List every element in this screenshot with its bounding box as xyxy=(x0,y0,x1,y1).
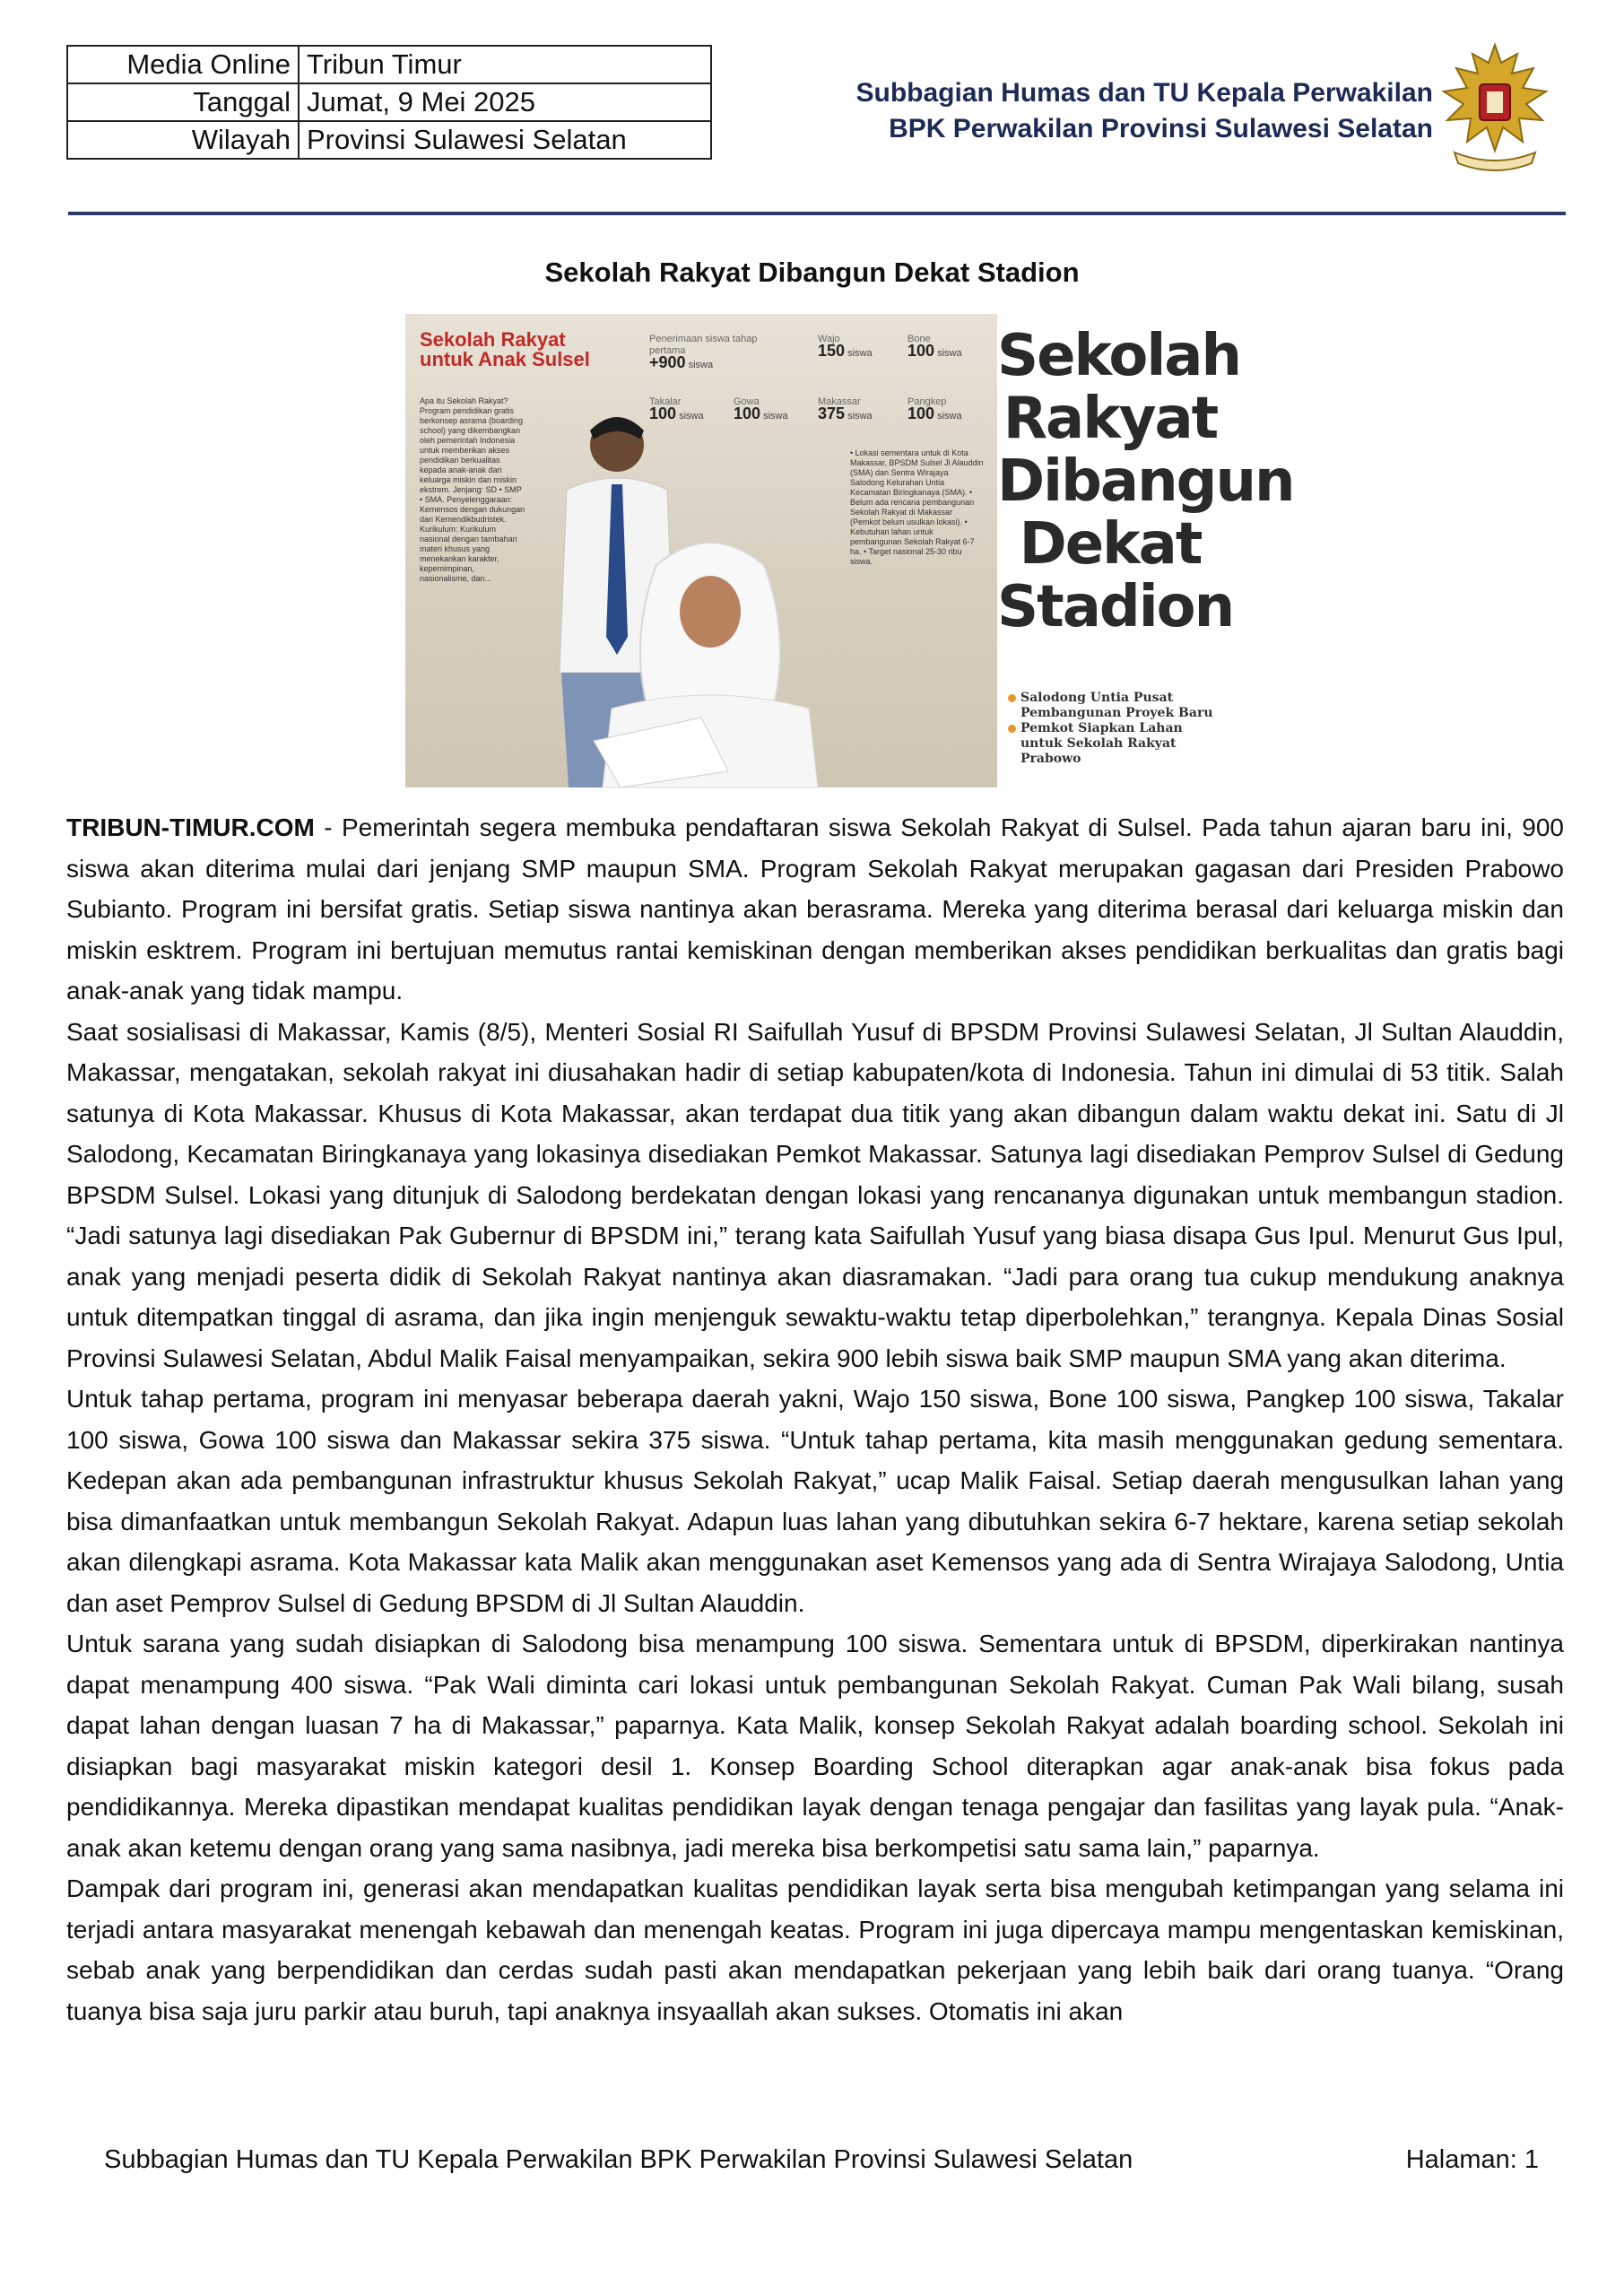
region-value: Provinsi Sulawesi Selatan xyxy=(299,121,711,159)
organization-line-1: Subbagian Humas dan TU Kepala Perwakilan xyxy=(855,78,1433,108)
footer-organization: Subbagian Humas dan TU Kepala Perwakilan BPK Perwakilan Provinsi Sulawesi Selatan xyxy=(104,2145,1133,2174)
stat-makassar-num: 375 xyxy=(818,404,846,422)
article-paragraph-5: Dampak dari program ini, generasi akan mendapatkan kualitas pendidikan layak serta bisa mengubah ketimpangan yang selama ini terjadi antara masyarakat menengah kebawah dan menengah keatas. Program ini juga dipercaya mampu mengentaskan kemiskinan, sebab anak yang berpendidikan dan cerdas sudah pasti akan mendapatkan pekerjaan yang lebih baik dari orang tuanya. “Orang tuanya bisa saja juru parkir atau buruh, tapi anaknya insyaallah akan sukses. Otomatis ini akan xyxy=(66,1874,1564,2025)
stat-pangkep-label: Pangkep xyxy=(908,396,947,407)
stat-gowa-label: Gowa xyxy=(734,396,760,407)
date-value: Jumat, 9 Mei 2025 xyxy=(299,83,711,121)
region-row xyxy=(67,121,711,159)
stat-wajo xyxy=(818,334,899,360)
stat-gowa-unit: siswa xyxy=(763,411,788,422)
organization-name xyxy=(771,75,1433,147)
infographic-photo xyxy=(405,314,997,787)
image-title-word-4: Dekat xyxy=(1019,511,1202,578)
article-body xyxy=(66,807,1564,2031)
media-label: Media Online xyxy=(67,46,299,83)
stat-pangkep-unit: siswa xyxy=(937,411,962,422)
organization-line-2: BPK Perwakilan Provinsi Sulawesi Selatan xyxy=(889,114,1433,144)
region-label: Wilayah xyxy=(67,121,299,159)
media-row xyxy=(67,46,711,83)
media-value: Tribun Timur xyxy=(299,46,711,83)
media-info-table xyxy=(66,45,712,160)
stat-bone xyxy=(908,334,988,360)
student-girl-illustration xyxy=(594,529,827,787)
date-row xyxy=(67,83,711,121)
stat-bone-unit: siswa xyxy=(937,348,962,359)
stat-wajo-num: 150 xyxy=(818,342,846,360)
stat-total-num: +900 xyxy=(649,353,686,371)
image-title-word-5: Stadion xyxy=(997,574,1234,640)
stat-wajo-label: Wajo xyxy=(818,334,840,344)
article-source: TRIBUN-TIMUR.COM xyxy=(66,813,315,841)
article-paragraph-4: Untuk sarana yang sudah disiapkan di Salodong bisa menampung 100 siswa. Sementara untuk di BPSDM, diperkirakan nantinya dapat menampung 400 siswa. “Pak Wali diminta cari lokasi untuk pembangunan Sekolah Rakyat. Cuman Pak Wali bilang, susah dapat lahan dengan luasan 7 ha di Makassar,” paparnya. Kata Malik, konsep Sekolah Rakyat adalah boarding school. Sekolah ini disiapkan bagi masyarakat miskin kategori desil 1. Konsep Boarding School diterapkan agar anak-anak bisa fokus pada pendidikannya. Mereka dipastikan mendapat kualitas pendidikan layak dengan tenaga pengajar dan fasilitas yang layak pula. “Anak-anak akan ketemu dengan orang yang sama nasibnya, jadi mereka bisa berkompetisi satu sama lain,” paparnya. xyxy=(66,1630,1564,1862)
image-title-word-1: Sekolah xyxy=(997,323,1240,389)
image-big-title xyxy=(997,323,1294,640)
infographic-notes: • Lokasi sementara untuk di Kota Makassar, BPSDM Sulsel Jl Alauddin (SMA) dan Sentra Wirajaya Salodong Kelurahan Untia Kecamatan Biringkanaya (SMA). • Belum ada rencana pembangunan Sekolah Rakyat di Makassar (Pemkot belum usulkan lokasi). • Kebutuhan lahan untuk pembangunan Sekolah Rakyat 6-7 ha. • Target nasional 25-30 ribu siswa. xyxy=(850,448,984,566)
date-label: Tanggal xyxy=(67,83,299,121)
stat-wajo-unit: siswa xyxy=(847,348,873,359)
image-title-word-3: Dibangun xyxy=(997,448,1294,515)
article-paragraph-1 xyxy=(66,807,1564,1012)
stat-makassar-label: Makassar xyxy=(818,396,861,407)
stat-pangkep-num: 100 xyxy=(908,404,935,422)
stat-gowa-num: 100 xyxy=(734,404,761,422)
stat-total-unit: siswa xyxy=(688,360,714,370)
article-paragraph-2: Saat sosialisasi di Makassar, Kamis (8/5), Menteri Sosial RI Saifullah Yusuf di BPSDM Provinsi Sulawesi Selatan, Jl Sultan Alauddin, Makassar, mengatakan, sekolah rakyat ini diusahakan hadir di setiap kabupaten/kota di Indonesia. Tahun ini dimulai di 53 titik. Salah satunya di Kota Makassar. Khusus di Kota Makassar, akan terdapat dua titik yang akan dibangun dalam waktu dekat ini. Satu di Jl Salodong, Kecamatan Biringkanaya yang lokasinya disediakan Pemkot Makassar. Satunya lagi disediakan Pemprov Sulsel di Gedung BPSDM Sulsel. Lokasi yang ditunjuk di Salodong berdekatan dengan lokasi yang rencananya digunakan untuk membangun stadion. “Jadi satunya lagi disediakan Pak Gubernur di BPSDM ini,” terang kata Saifullah Yusuf yang biasa disapa Gus Ipul. Menurut Gus Ipul, anak yang menjadi peserta didik di Sekolah Rakyat nantinya akan diasramakan. “Jadi para orang tua cukup mendukung anaknya untuk ditempatkan tinggal di asrama, dan jika ingin menjenguk sewaktu-waktu tetap diperbolehkan,” terangnya. Kepala Dinas Sosial Provinsi Sulawesi Selatan, Abdul Malik Faisal menyampaikan, sekira 900 lebih siswa baik SMP maupun SMA yang akan diterima. xyxy=(66,1017,1564,1372)
stat-total xyxy=(649,334,793,371)
stat-takalar-label: Takalar xyxy=(649,396,682,407)
article-paragraph-1-text: - Pemerintah segera membuka pendaftaran siswa Sekolah Rakyat di Sulsel. Pada tahun ajaran baru ini, 900 siswa akan diterima mulai dari jenjang SMP maupun SMA. Program Sekolah Rakyat merupakan gagasan dari Presiden Prabowo Subianto. Program ini bersifat gratis. Setiap siswa nantinya akan berasrama. Mereka yang diterima berasal dari keluarga miskin dan miskin esktrem. Program ini bertujuan memutus rantai kemiskinan dengan memberikan akses pendidikan berkualitas dan gratis bagi anak-anak yang tidak mampu. xyxy=(66,813,1564,1004)
stat-makassar xyxy=(818,396,904,422)
garuda-emblem-icon xyxy=(1437,38,1553,172)
page-number: Halaman: 1 xyxy=(1405,2145,1539,2174)
article-headline: Sekolah Rakyat Dibangun Dekat Stadion xyxy=(544,257,1080,288)
stat-pangkep xyxy=(908,396,988,422)
image-bullet-2: Pemkot Siapkan Lahan untuk Sekolah Rakyat Prabowo xyxy=(1008,721,1219,767)
article-image xyxy=(405,314,1294,787)
stat-makassar-unit: siswa xyxy=(847,411,873,422)
stat-bone-num: 100 xyxy=(908,342,935,360)
stat-total-label: Penerimaan siswa tahap pertama xyxy=(649,334,758,356)
stat-takalar-num: 100 xyxy=(649,404,677,422)
image-bullet-1: Salodong Untia Pusat Pembangunan Proyek Baru xyxy=(1008,691,1219,721)
infographic-description: Apa itu Sekolah Rakyat? Program pendidikan gratis berkonsep asrama (boarding school) yang dikembangkan oleh pemerintah Indonesia untuk memberikan akses pendidikan berkualitas kepada anak-anak dari keluarga miskin dan miskin ekstrem. Jenjang: SD • SMP • SMA. Penyelenggaraan: Kemensos dengan dukungan dari Kemendikbudristek. Kurikulum: Kurikulum nasional dengan tambahan materi khusus yang menekankan karakter, kepemimpinan, nasionalisme, dan... xyxy=(420,396,525,583)
article-paragraph-3: Untuk tahap pertama, program ini menyasar beberapa daerah yakni, Wajo 150 siswa, Bone 100 siswa, Pangkep 100 siswa, Takalar 100 siswa, Gowa 100 siswa dan Makassar sekira 375 siswa. “Untuk tahap pertama, kita masih menggunakan gedung sementara. Kedepan akan ada pembangunan infrastruktur khusus Sekolah Rakyat,” ucap Malik Faisal. Setiap daerah mengusulkan lahan yang bisa dimanfaatkan untuk membangun Sekolah Rakyat. Adapun luas lahan yang dibutuhkan sekira 6-7 hektare, karena setiap sekolah akan dilengkapi asrama. Kota Makassar kata Malik akan menggunakan aset Kemensos yang ada di Sentra Wirajaya Salodong, Untia dan aset Pemprov Sulsel di Gedung BPSDM di Jl Sultan Alauddin. xyxy=(66,1385,1564,1617)
image-title-word-2: Rakyat xyxy=(1003,386,1218,452)
header-divider xyxy=(68,212,1566,215)
infographic-title: Sekolah Rakyat untuk Anak Sulsel xyxy=(420,328,590,370)
image-title-panel xyxy=(997,314,1294,787)
image-bullets xyxy=(1008,691,1219,767)
stat-gowa xyxy=(734,396,814,422)
stat-takalar-unit: siswa xyxy=(679,411,704,422)
stat-bone-label: Bone xyxy=(908,334,931,344)
